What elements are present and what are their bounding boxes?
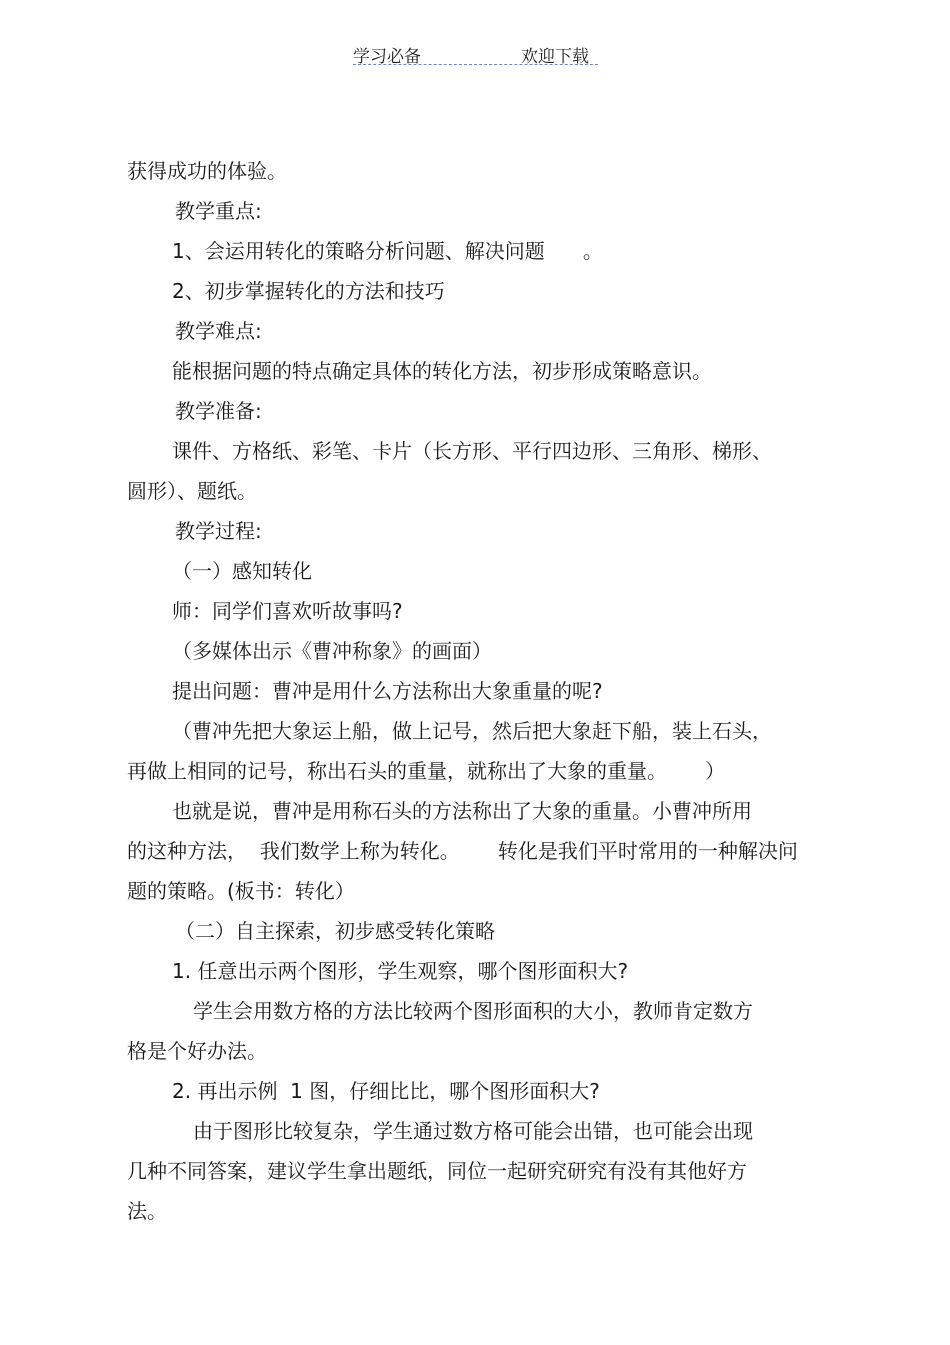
body-line: 格是个好办法。: [127, 1039, 267, 1063]
body-line: 1. 任意出示两个图形，学生观察，哪个图形面积大?: [172, 959, 629, 983]
body-line: 课件、方格纸、彩笔、卡片（长方形、平行四边形、三角形、梯形、: [172, 439, 772, 463]
body-line: 获得成功的体验。: [127, 159, 287, 183]
section-heading: 教学过程:: [175, 519, 262, 543]
body-line: 再做上相同的记号，称出石头的重量，就称出了大象的重量。 ）: [127, 759, 726, 783]
body-line: 1、会运用转化的策略分析问题、解决问题 。: [172, 239, 603, 263]
body-line: 题的策略。(板书：转化）: [127, 879, 355, 903]
body-line: 也就是说，曹冲是用称石头的方法称出了大象的重量。小曹冲所用: [172, 799, 752, 823]
section-heading: 教学难点:: [175, 319, 262, 343]
body-line: 的这种方法， 我们数学上称为转化。 转化是我们平时常用的一种解决问: [127, 839, 798, 863]
body-line: 几种不同答案，建议学生拿出题纸，同位一起研究研究有没有其他好方: [127, 1159, 747, 1183]
header-right-text: 欢迎下载: [521, 47, 589, 67]
subsection-heading: （二）自主探索，初步感受转化策略: [175, 919, 495, 943]
body-line: 法。: [127, 1199, 167, 1223]
body-line: （多媒体出示《曹冲称象》的画面）: [172, 639, 492, 663]
section-heading: 教学准备:: [175, 399, 262, 423]
section-heading: 教学重点:: [175, 199, 262, 223]
body-line: 2、初步掌握转化的方法和技巧: [172, 279, 445, 303]
page-header: [353, 40, 598, 65]
body-line: 2. 再出示例 1 图，仔细比比，哪个图形面积大?: [172, 1079, 600, 1103]
body-line: 学生会用数方格的方法比较两个图形面积的大小，教师肯定数方: [193, 999, 753, 1023]
body-line: （曹冲先把大象运上船，做上记号，然后把大象赶下船，装上石头，: [172, 719, 772, 743]
body-line: 能根据问题的特点确定具体的转化方法，初步形成策略意识。: [172, 359, 712, 383]
body-line: 由于图形比较复杂，学生通过数方格可能会出错，也可能会出现: [193, 1119, 753, 1143]
subsection-heading: （一）感知转化: [172, 559, 312, 583]
body-line: 提出问题：曹冲是用什么方法称出大象重量的呢?: [172, 679, 603, 703]
body-line: 圆形）、题纸。: [127, 479, 257, 503]
body-line: 师：同学们喜欢听故事吗?: [172, 599, 403, 623]
header-left-text: 学习必备: [353, 47, 421, 67]
